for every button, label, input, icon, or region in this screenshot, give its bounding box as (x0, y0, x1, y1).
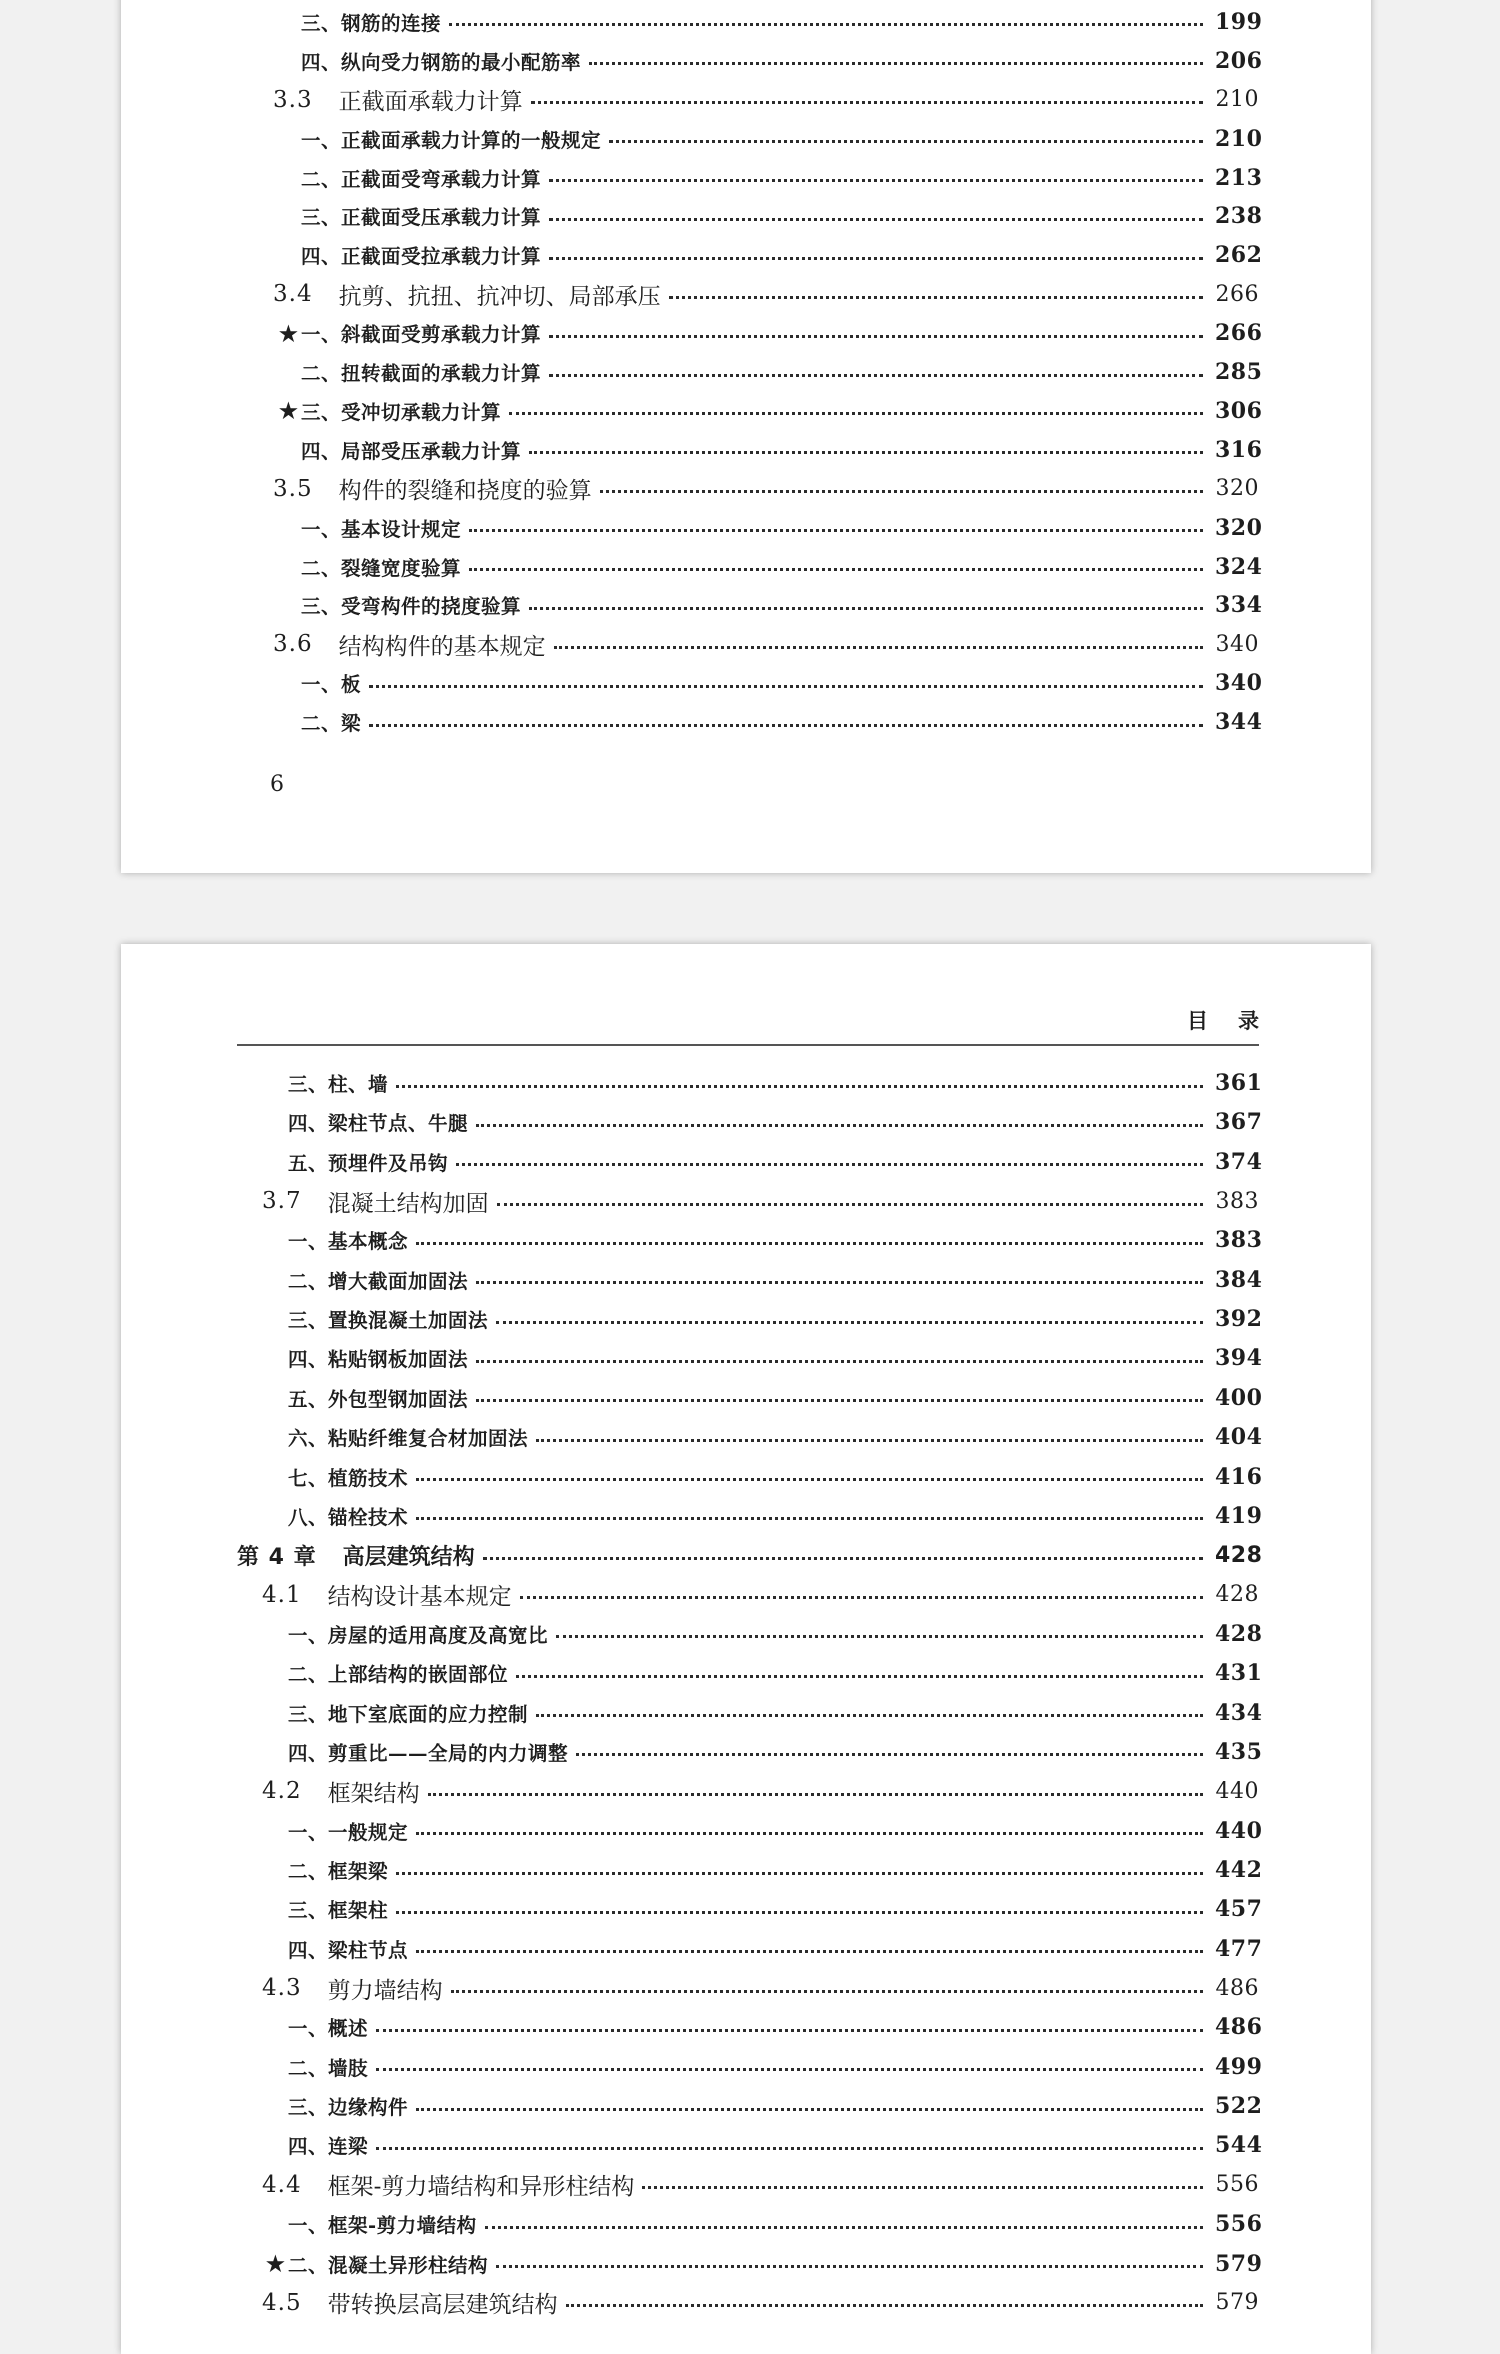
toc-subsection-entry (288, 2089, 1263, 2123)
toc-entry-title: 一、概述 (288, 2017, 369, 2041)
toc-entry-page: 324 (1215, 553, 1263, 580)
toc-section-entry (262, 2286, 1259, 2320)
dot-leader (520, 1596, 1203, 1599)
toc-entry-page: 486 (1215, 2014, 1263, 2041)
toc-entry-page: 340 (1215, 631, 1259, 657)
dot-leader (483, 1557, 1203, 1560)
dot-leader (549, 374, 1203, 377)
toc-subsection-entry (288, 1105, 1263, 1139)
dot-leader (509, 412, 1203, 415)
star-icon: ★ (266, 2251, 285, 2276)
toc-entry-page: 383 (1215, 1188, 1259, 1214)
toc-entry-title: 三、正截面受压承载力计算 (301, 206, 542, 230)
toc-entry-title: 六、粘贴纤维复合材加固法 (288, 1427, 529, 1451)
toc-entry-title: 一、正截面承载力计算的一般规定 (301, 128, 602, 152)
toc-entry-page: 579 (1215, 2250, 1263, 2277)
toc-entry-page: 206 (1215, 47, 1263, 74)
toc-entry-page: 213 (1215, 164, 1263, 191)
toc-entry-title: 四、梁柱节点、牛腿 (288, 1112, 469, 1136)
dot-leader (476, 1281, 1203, 1284)
toc-entry-page: 416 (1215, 1463, 1263, 1490)
dot-leader (549, 179, 1203, 182)
toc-subsection-entry (301, 511, 1263, 545)
toc-entry-title: 二、墙肢 (288, 2056, 369, 2080)
toc-entry-title: 五、外包型钢加固法 (288, 1387, 469, 1411)
toc-entry-page: 361 (1215, 1070, 1263, 1096)
toc-entry-number: 4.1 (262, 1581, 302, 1608)
toc-subsection-entry (301, 588, 1263, 622)
toc-entry-page: 486 (1215, 1975, 1259, 2001)
toc-entry-title: 结构设计基本规定 (327, 1584, 512, 1611)
toc-entry-title: 三、地下室底面的应力控制 (288, 1702, 529, 1726)
toc-entry-page: 499 (1215, 2053, 1263, 2080)
dot-leader (536, 1714, 1203, 1717)
toc-subsection-entry (288, 2207, 1263, 2241)
toc-entry-page: 394 (1215, 1345, 1263, 1372)
toc-entry-number: 4.4 (262, 2171, 302, 2198)
toc-subsection-entry (301, 550, 1263, 584)
toc-entry-page: 434 (1215, 1699, 1263, 1726)
toc-subsection-entry (288, 1066, 1263, 1100)
toc-entry-page: 266 (1215, 320, 1263, 347)
toc-entry-title: 二、框架梁 (288, 1860, 389, 1883)
toc-subsection-entry (288, 2010, 1263, 2044)
toc-entry-title: 二、增大截面加固法 (288, 1269, 469, 1293)
dot-leader (531, 101, 1203, 104)
toc-entry-title: 二、上部结构的嵌固部位 (288, 1663, 509, 1687)
toc-entry-page: 522 (1215, 2093, 1263, 2120)
toc-entry-page: 440 (1215, 1817, 1263, 1844)
dot-leader (396, 1872, 1203, 1875)
dot-leader (396, 1911, 1203, 1914)
toc-entry-number: 4.5 (262, 2289, 302, 2316)
toc-entry-page: 431 (1215, 1660, 1263, 1687)
toc-entry-page: 579 (1215, 2290, 1259, 2316)
toc-entry-title: 正截面承载力计算 (338, 89, 523, 116)
page-number: 6 (270, 772, 284, 797)
dot-leader (529, 451, 1203, 454)
toc-entry-title: 高层建筑结构 (342, 1544, 475, 1570)
dot-leader (476, 1399, 1203, 1402)
dot-leader (516, 1675, 1203, 1678)
toc-entry-title: 三、框架柱 (288, 1899, 389, 1923)
dot-leader (456, 1163, 1203, 1166)
toc-entry-page: 210 (1215, 87, 1259, 113)
toc-entry-title: 三、受冲切承载力计算 (301, 400, 502, 424)
toc-subsection-entry (288, 1696, 1263, 1730)
dot-leader (476, 1360, 1203, 1363)
toc-entry-page: 266 (1215, 281, 1259, 307)
toc-entry-page: 374 (1215, 1148, 1263, 1175)
toc-entry-title: 一、基本概念 (288, 1230, 409, 1254)
toc-entry-title: 四、正截面受拉承载力计算 (301, 245, 542, 269)
toc-entry-number: 3.5 (273, 475, 313, 502)
toc-section-entry (273, 83, 1259, 117)
dot-leader (556, 1635, 1203, 1638)
dot-leader (469, 568, 1203, 571)
toc-entry-title: 四、局部受压承载力计算 (301, 439, 522, 463)
toc-entry-title: 二、混凝土异形柱结构 (288, 2253, 489, 2277)
toc-section-entry (262, 1578, 1259, 1612)
toc-entry-title: 四、纵向受力钢筋的最小配筋率 (301, 50, 582, 74)
dot-leader (416, 1242, 1203, 1245)
dot-leader (416, 1478, 1203, 1481)
toc-entry-title: 三、柱、墙 (288, 1073, 389, 1096)
toc-section-entry (262, 1774, 1259, 1808)
toc-subsection-entry (288, 1617, 1263, 1651)
toc-subsection-entry (301, 161, 1263, 195)
toc-subsection-entry (288, 1341, 1263, 1375)
toc-subsection-entry (288, 1892, 1263, 1926)
toc-subsection-entry (288, 1420, 1263, 1454)
dot-leader (469, 529, 1203, 532)
toc-subsection-entry (288, 1381, 1263, 1415)
toc-section-entry (262, 1971, 1259, 2005)
toc-entry-page: 262 (1215, 242, 1263, 269)
toc-entry-title: 三、钢筋的连接 (301, 11, 442, 35)
toc-entry-page: 440 (1215, 1778, 1259, 1804)
dot-leader (566, 2304, 1203, 2307)
toc-entry-title: 三、边缘构件 (288, 2096, 409, 2120)
dot-leader (496, 1321, 1203, 1324)
toc-entry-page: 344 (1215, 709, 1263, 736)
toc-entry-page: 442 (1215, 1857, 1263, 1883)
toc-subsection-entry (288, 1656, 1263, 1690)
toc-entry-page: 556 (1215, 2172, 1259, 2198)
toc-entry-page: 428 (1215, 1620, 1263, 1647)
toc-entry-title: 二、梁 (301, 712, 362, 736)
toc-subsection-entry (301, 122, 1263, 156)
toc-entry-page: 457 (1215, 1896, 1263, 1923)
toc-entry-title: 混凝土结构加固 (327, 1190, 489, 1217)
dot-leader (451, 1990, 1203, 1993)
toc-entry-number: 3.4 (273, 281, 313, 308)
toc-entry-title: 一、一般规定 (288, 1820, 409, 1844)
toc-subsection-entry (288, 1932, 1263, 1966)
toc-entry-title: 二、正截面受弯承载力计算 (301, 167, 542, 191)
toc-entry-page: 435 (1215, 1738, 1263, 1765)
toc-subsection-entry (288, 1460, 1263, 1494)
header-title: 目录 (1187, 1009, 1289, 1033)
dot-leader (642, 2186, 1203, 2189)
toc-section-entry (273, 277, 1259, 311)
star-icon: ★ (279, 320, 298, 346)
document-page-1 (121, 0, 1371, 873)
toc-entry-title: 一、板 (301, 673, 362, 697)
toc-entry-title: 四、连梁 (288, 2135, 369, 2159)
toc-entry-page: 285 (1215, 359, 1263, 385)
toc-subsection-entry (301, 238, 1263, 272)
toc-entry-title: 抗剪、抗扭、抗冲切、局部承压 (338, 283, 661, 310)
toc-entry-page: 210 (1215, 125, 1263, 152)
toc-entry-title: 八、锚栓技术 (288, 1505, 409, 1529)
dot-leader (549, 335, 1203, 338)
toc-entry-page: 384 (1215, 1266, 1263, 1293)
toc-entry-title: 二、扭转截面的承载力计算 (301, 362, 542, 385)
dot-leader (369, 724, 1203, 727)
toc-subsection-entry (279, 316, 1263, 350)
toc-entry-title: 二、裂缝宽度验算 (301, 556, 462, 580)
toc-entry-page: 320 (1215, 476, 1259, 502)
dot-leader (416, 1950, 1203, 1953)
toc-subsection-entry (301, 433, 1263, 467)
toc-section-entry (273, 627, 1259, 661)
dot-leader (589, 62, 1203, 65)
toc-entry-title: 三、置换混凝土加固法 (288, 1309, 489, 1333)
toc-entry-page: 477 (1215, 1935, 1263, 1962)
dot-leader (554, 646, 1203, 649)
toc-subsection-entry (288, 1302, 1263, 1336)
toc-subsection-entry (288, 1735, 1263, 1769)
toc-entry-title: 七、植筋技术 (288, 1466, 409, 1490)
dot-leader (485, 2226, 1203, 2229)
toc-entry-title: 一、框架-剪力墙结构 (288, 2214, 477, 2238)
dot-leader (376, 2029, 1203, 2032)
toc-entry-page: 340 (1215, 670, 1263, 697)
toc-entry-page: 556 (1215, 2211, 1263, 2238)
dot-leader (496, 2265, 1203, 2268)
toc-entry-title: 五、预埋件及吊钩 (288, 1151, 449, 1175)
dot-leader (549, 257, 1203, 260)
toc-chapter-entry (237, 1538, 1263, 1572)
toc-entry-page: 316 (1215, 436, 1263, 463)
toc-entry-title: 构件的裂缝和挠度的验算 (338, 478, 592, 505)
dot-leader (369, 685, 1203, 688)
toc-entry-number: 4.2 (262, 1778, 302, 1805)
toc-subsection-entry (301, 355, 1263, 389)
toc-entry-number: 3.7 (262, 1188, 302, 1215)
toc-entry-title: 三、受弯构件的挠度验算 (301, 595, 522, 619)
toc-section-entry (262, 2168, 1259, 2202)
toc-subsection-entry (288, 1853, 1263, 1887)
toc-subsection-entry (301, 666, 1263, 700)
running-header (237, 1002, 1289, 1046)
toc-entry-page: 428 (1215, 1542, 1263, 1568)
toc-entry-page: 383 (1215, 1227, 1263, 1254)
star-icon: ★ (279, 398, 298, 424)
toc-entry-title: 剪力墙结构 (327, 1977, 443, 2004)
toc-entry-title: 框架结构 (327, 1780, 420, 1807)
toc-entry-number: 第 4 章 (237, 1544, 317, 1570)
toc-entry-page: 404 (1215, 1424, 1263, 1451)
dot-leader (609, 140, 1203, 143)
toc-entry-page: 544 (1215, 2132, 1263, 2159)
dot-leader (416, 1832, 1203, 1835)
toc-subsection-entry (301, 705, 1263, 739)
dot-leader (600, 490, 1203, 493)
toc-subsection-entry (288, 1263, 1263, 1297)
dot-leader (396, 1085, 1203, 1088)
dot-leader (536, 1439, 1203, 1442)
toc-entry-title: 四、粘贴钢板加固法 (288, 1348, 469, 1372)
toc-subsection-entry (266, 2247, 1263, 2281)
toc-entry-page: 392 (1215, 1306, 1263, 1333)
toc-entry-page: 199 (1215, 8, 1263, 35)
toc-subsection-entry (288, 2050, 1263, 2084)
toc-entry-title: 一、斜截面受剪承载力计算 (301, 323, 542, 347)
toc-entry-number: 3.6 (273, 631, 313, 658)
toc-section-entry (273, 472, 1259, 506)
toc-section-entry (262, 1184, 1259, 1218)
toc-entry-title: 一、房屋的适用高度及高宽比 (288, 1623, 549, 1647)
dot-leader (449, 23, 1203, 26)
toc-subsection-entry (288, 1145, 1263, 1179)
toc-entry-page: 320 (1215, 514, 1263, 541)
toc-entry-page: 428 (1215, 1582, 1259, 1608)
dot-leader (476, 1124, 1203, 1127)
toc-entry-page: 367 (1215, 1109, 1263, 1136)
dot-leader (576, 1753, 1203, 1756)
toc-subsection-entry (288, 2128, 1263, 2162)
dot-leader (376, 2147, 1203, 2150)
toc-entry-title: 四、梁柱节点 (288, 1938, 409, 1962)
toc-entry-page: 400 (1215, 1384, 1263, 1411)
toc-entry-page: 334 (1215, 592, 1263, 619)
dot-leader (376, 2068, 1203, 2071)
toc-entry-page: 306 (1215, 397, 1263, 424)
dot-leader (549, 218, 1203, 221)
toc-entry-title: 结构构件的基本规定 (338, 633, 546, 660)
toc-subsection-entry (301, 44, 1263, 78)
toc-entry-page: 419 (1215, 1502, 1263, 1529)
dot-leader (497, 1203, 1203, 1206)
toc-subsection-entry (301, 199, 1263, 233)
dot-leader (416, 2108, 1203, 2111)
toc-entry-page: 238 (1215, 203, 1263, 230)
document-page-2 (121, 944, 1371, 2354)
toc-entry-title: 框架-剪力墙结构和异形柱结构 (327, 2174, 635, 2201)
toc-entry-title: 一、基本设计规定 (301, 517, 462, 541)
toc-subsection-entry (288, 1223, 1263, 1257)
toc-subsection-entry (279, 394, 1263, 428)
dot-leader (416, 1517, 1203, 1520)
toc-subsection-entry (288, 1499, 1263, 1533)
dot-leader (529, 607, 1203, 610)
toc-subsection-entry (301, 5, 1263, 39)
toc-entry-title: 四、剪重比——全局的内力调整 (288, 1741, 569, 1765)
toc-entry-title: 带转换层高层建筑结构 (327, 2292, 558, 2319)
toc-subsection-entry (288, 1814, 1263, 1848)
dot-leader (669, 296, 1203, 299)
toc-entry-number: 4.3 (262, 1975, 302, 2002)
toc-entry-number: 3.3 (273, 86, 313, 113)
dot-leader (428, 1793, 1203, 1796)
